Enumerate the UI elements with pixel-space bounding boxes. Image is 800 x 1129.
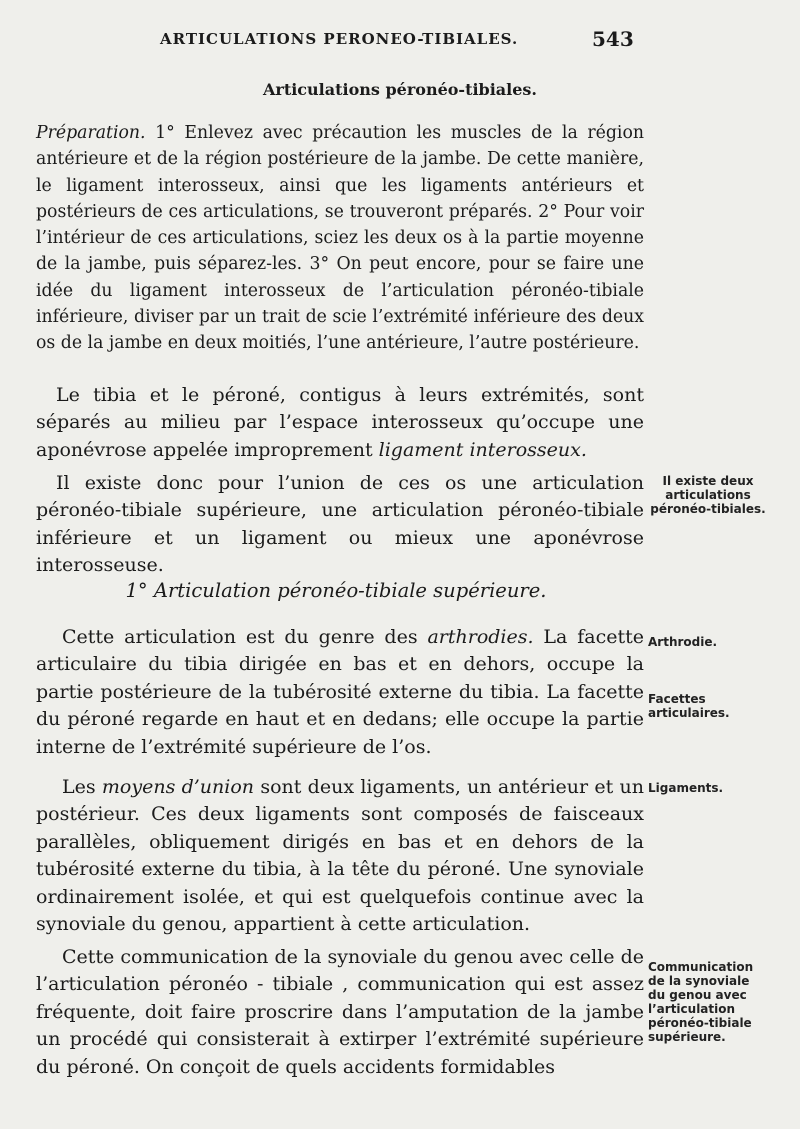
italic-term: moyens d’union [101,776,255,798]
margin-note-two-articulations: Il existe deux articulations péronéo-tibiales. [650,474,766,516]
paragraph-arthrodie [36,624,644,761]
preparation-lead: Préparation. [36,123,146,143]
paragraph-two-articulations: Il existe donc pour l’union de ces os une articulation péronéo-tibiale supérieure, une articulation péronéo-tibiale inférieure et un ligament ou mieux une aponévrose interosseuse. [36,472,644,577]
paragraph-tibia-perone [36,382,644,464]
paragraph-text: Les [62,776,102,798]
section-title: Articulations péronéo-tibiales. [262,80,537,99]
margin-note-arthrodie: Arthrodie. [648,635,718,649]
paragraph-communication: Cette communication de la synoviale du genou avec celle de l’articulation péronéo - tibiale , communication qui est assez fréquente, doit faire proscrire dans l’amputation de la jambe un procédé qui consisterait à extirper l’extrémité supérieure du péroné. On conçoit de quels accidents formidables [36,946,644,1078]
paragraph-text: La facette articulaire du tibia dirigée en bas et en dehors, occupe la partie postérieure de la tubérosité externe du tibia. La facette du péroné regarde en haut et en dedans; elle occupe la partie interne de l’extrémité supérieure de l’os. [36,626,644,758]
paragraph-moyens-union [36,774,644,938]
margin-note-facettes: Facettes articulaires. [648,692,730,720]
italic-term: ligament interosseux. [378,438,587,461]
paragraph-text: Cette articulation est du genre des [62,626,428,648]
paragraph-text: Le tibia et le péroné, contigus à leurs extrémités, sont séparés au milieu par l’espace interosseux qu’occupe une aponévrose appelée improprement [36,384,644,461]
italic-term: arthrodies. [427,626,534,648]
preparation-paragraph [36,120,644,357]
margin-note-communication: Communication de la synoviale du genou avec l’articulation péronéo-tibiale supérieure. [648,960,754,1044]
subheading-superior-articulation: 1° Articulation péronéo-tibiale supérieure. [125,579,547,602]
paragraph-text: sont deux ligaments, un antérieur et un postérieur. Ces deux ligaments sont composés de faisceaux parallèles, obliquement dirigés en bas et en dehors de la tubérosité externe du tibia, à la tête du péroné. Une synoviale ordinairement isolée, et qui est quelquefois continue avec la synoviale du genou, appartient à cette articulation. [36,776,645,936]
preparation-text: 1° Enlevez avec précaution les muscles de la région antérieure et de la région postérieure de la jambe. De cette manière, le ligament interosseux, ainsi que les ligaments antérieurs et postérieurs de ces articulations, se trouveront préparés. 2° Pour voir l’intérieur de ces articulations, sciez les deux os à la partie moyenne de la jambe, puis séparez-les. 3° On peut encore, pour se faire une idée du ligament interosseux de l’articulation péronéo-tibiale inférieure, diviser par un trait de scie l’extrémité inférieure des deux os de la jambe en deux moitiés, l’une antérieure, l’autre postérieure. [36,123,644,354]
margin-note-ligaments: Ligaments. [648,781,724,795]
page-number: 543 [592,27,634,51]
running-head: ARTICULATIONS PERONEO-TIBIALES. [160,30,519,48]
